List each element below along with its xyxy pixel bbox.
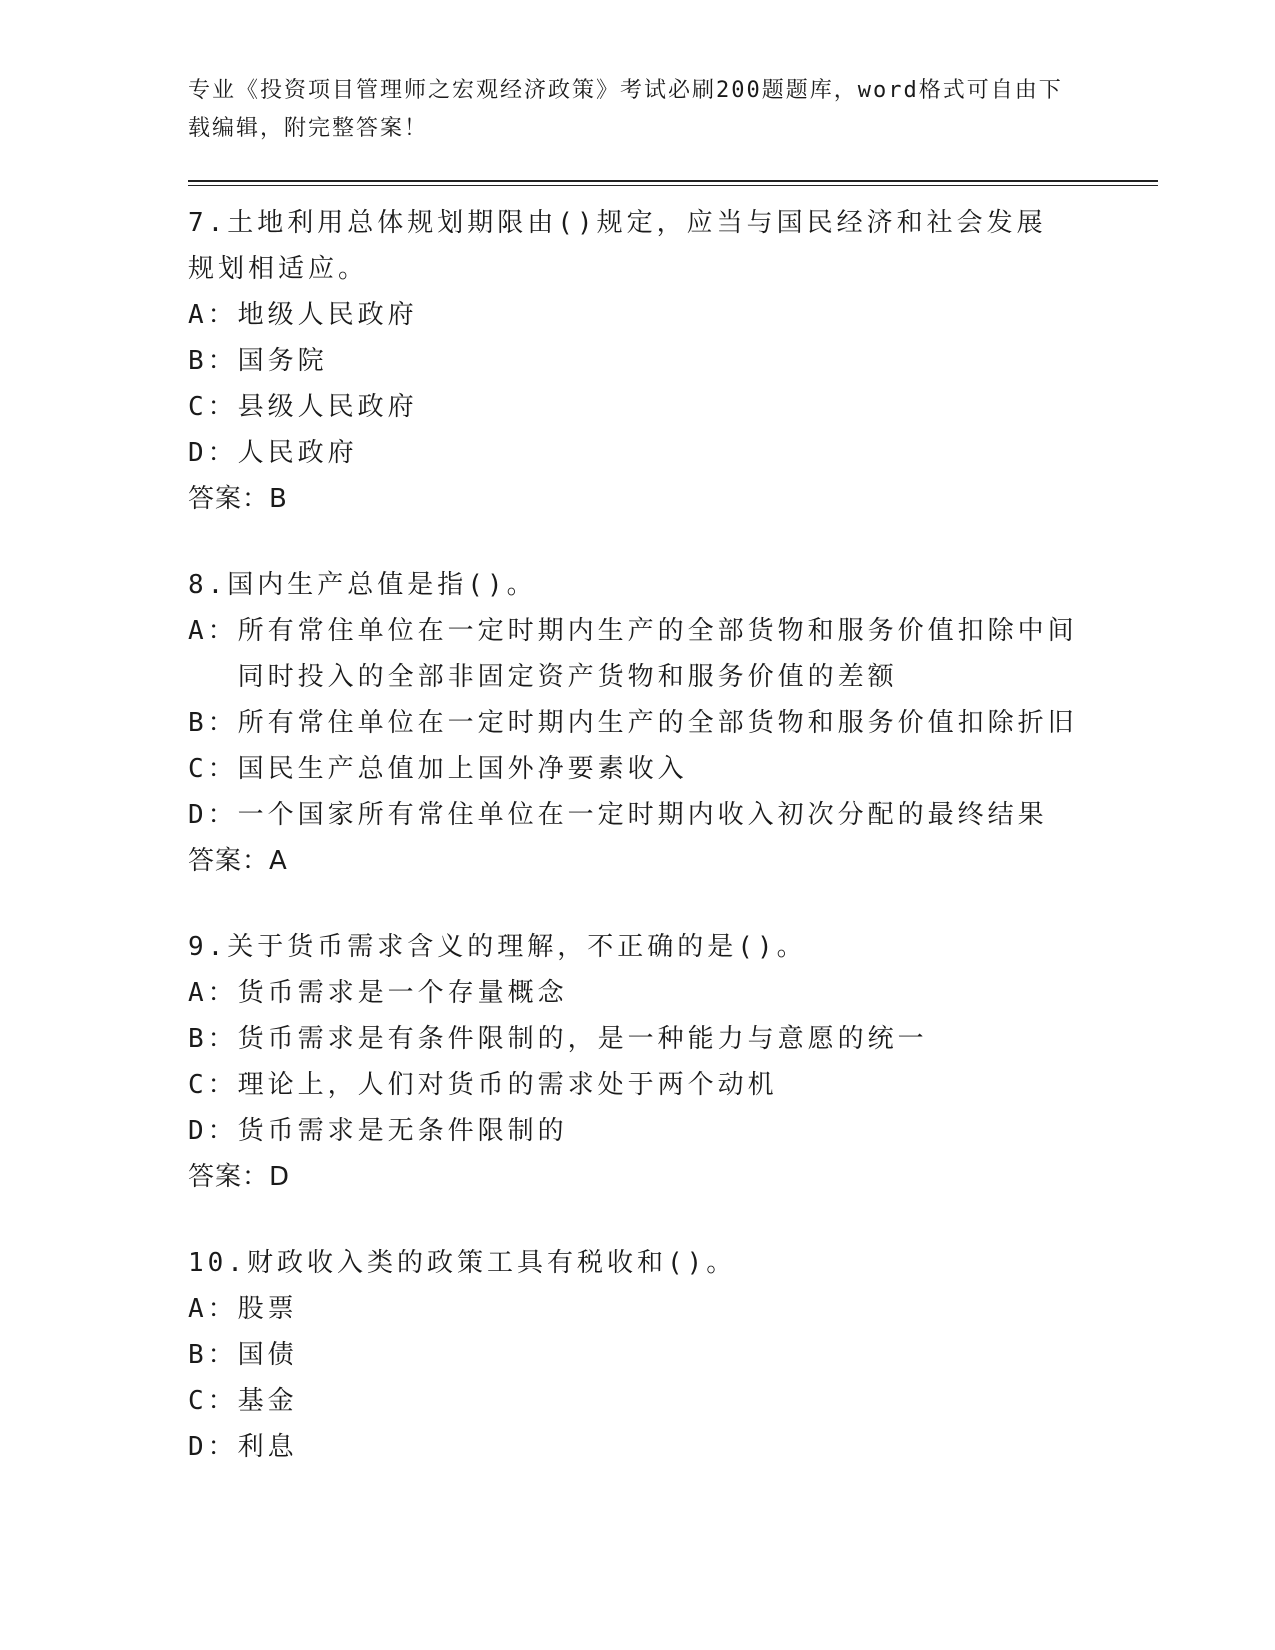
option-key: D： bbox=[188, 1116, 238, 1146]
option-b bbox=[188, 1332, 1088, 1378]
answer-value: B bbox=[269, 484, 288, 514]
question-10 bbox=[188, 1240, 1158, 1470]
question-7 bbox=[188, 200, 1158, 522]
answer-value: D bbox=[269, 1162, 291, 1192]
option-key: D： bbox=[188, 1432, 238, 1462]
option-key: D： bbox=[188, 438, 238, 468]
option-d bbox=[188, 1424, 1088, 1470]
option-c bbox=[188, 746, 1088, 792]
option-a bbox=[188, 292, 1088, 338]
option-key: D： bbox=[188, 800, 238, 830]
option-text: 地级人民政府 bbox=[237, 300, 418, 330]
option-key: C： bbox=[188, 1070, 238, 1100]
option-key: A： bbox=[188, 978, 238, 1008]
option-text: 货币需求是一个存量概念 bbox=[237, 978, 568, 1008]
answer-label: 答案： bbox=[188, 846, 270, 876]
option-b bbox=[188, 700, 1088, 746]
option-text: 县级人民政府 bbox=[237, 392, 418, 422]
question-stem: 7.土地利用总体规划期限由()规定，应当与国民经济和社会发展规划相适应。 bbox=[188, 208, 1047, 284]
document-page bbox=[188, 72, 1158, 1470]
option-text: 国民生产总值加上国外净要素收入 bbox=[237, 754, 688, 784]
option-text: 股票 bbox=[237, 1294, 298, 1324]
answer-label: 答案： bbox=[188, 484, 270, 514]
option-key: A： bbox=[188, 300, 238, 330]
option-key: B： bbox=[188, 346, 238, 376]
answer-value: A bbox=[269, 846, 288, 876]
option-text: 一个国家所有常住单位在一定时期内收入初次分配的最终结果 bbox=[237, 800, 1048, 830]
option-text: 人民政府 bbox=[237, 438, 358, 468]
option-text: 理论上，人们对货币的需求处于两个动机 bbox=[237, 1070, 778, 1100]
option-a bbox=[188, 608, 1088, 700]
option-b bbox=[188, 338, 1088, 384]
option-key: B： bbox=[188, 1340, 238, 1370]
option-key: C： bbox=[188, 392, 238, 422]
option-text: 所有常住单位在一定时期内生产的全部货物和服务价值扣除折旧 bbox=[237, 708, 1078, 738]
option-b bbox=[188, 1016, 1088, 1062]
option-key: C： bbox=[188, 1386, 238, 1416]
question-stem: 10.财政收入类的政策工具有税收和()。 bbox=[188, 1248, 737, 1278]
option-text: 货币需求是无条件限制的 bbox=[237, 1116, 568, 1146]
option-text: 国债 bbox=[237, 1340, 298, 1370]
option-d bbox=[188, 430, 1088, 476]
option-a bbox=[188, 970, 1088, 1016]
option-text: 基金 bbox=[237, 1386, 298, 1416]
option-d bbox=[188, 1108, 1088, 1154]
option-text: 货币需求是有条件限制的，是一种能力与意愿的统一 bbox=[237, 1024, 928, 1054]
answer-line bbox=[188, 838, 1158, 884]
document-header: 专业《投资项目管理师之宏观经济政策》考试必刷200题题库，word格式可自由下载编辑，附完整答案！ bbox=[188, 78, 1063, 141]
option-text: 利息 bbox=[237, 1432, 298, 1462]
option-key: B： bbox=[188, 1024, 238, 1054]
question-stem: 9.关于货币需求含义的理解，不正确的是()。 bbox=[188, 932, 807, 962]
option-key: C： bbox=[188, 754, 238, 784]
option-text: 所有常住单位在一定时期内生产的全部货物和服务价值扣除中间同时投入的全部非固定资产货物和服务价值的差额 bbox=[237, 616, 1078, 692]
question-8 bbox=[188, 562, 1158, 884]
option-c bbox=[188, 1378, 1088, 1424]
answer-line bbox=[188, 1154, 1158, 1200]
option-key: A： bbox=[188, 616, 238, 646]
question-stem: 8.国内生产总值是指()。 bbox=[188, 570, 537, 600]
option-text: 国务院 bbox=[237, 346, 328, 376]
answer-label: 答案： bbox=[188, 1162, 270, 1192]
option-d bbox=[188, 792, 1088, 838]
option-c bbox=[188, 1062, 1088, 1108]
option-key: B： bbox=[188, 708, 238, 738]
header-divider bbox=[188, 180, 1158, 186]
option-key: A： bbox=[188, 1294, 238, 1324]
option-c bbox=[188, 384, 1088, 430]
answer-line bbox=[188, 476, 1158, 522]
question-9 bbox=[188, 924, 1158, 1200]
option-a bbox=[188, 1286, 1088, 1332]
